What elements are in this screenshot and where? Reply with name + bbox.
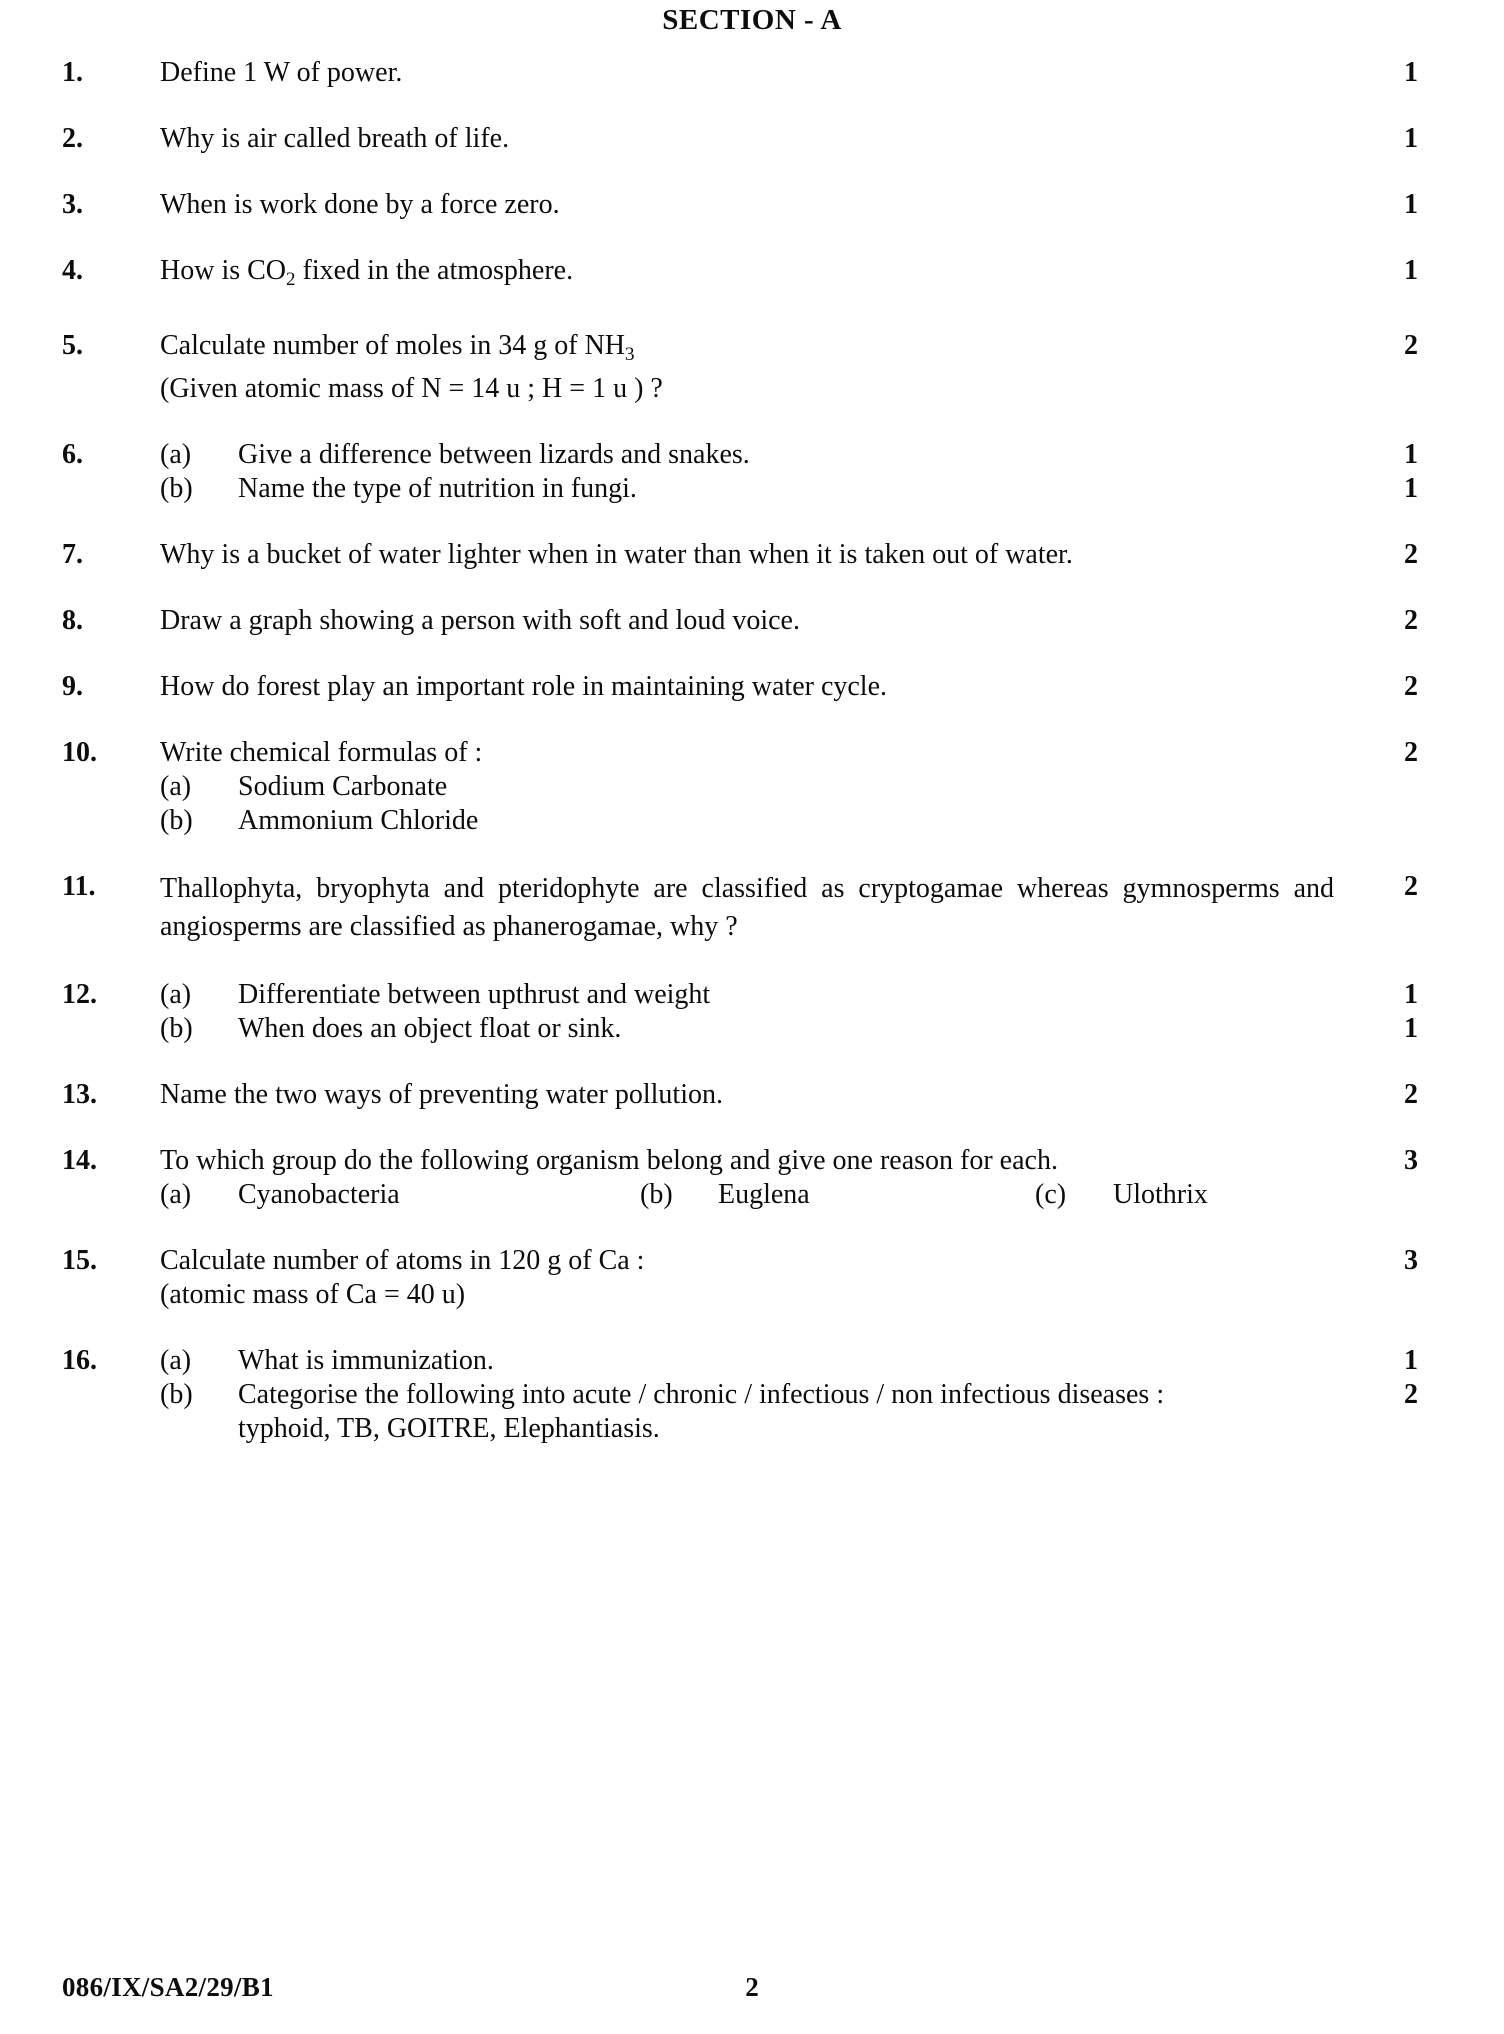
question-marks: 1 [1404, 255, 1418, 286]
question-inline-part-label: (c) [1035, 1179, 1067, 1211]
question-part-text: Name the type of nutrition in fungi. [238, 473, 637, 505]
question-inline-part-label: (b) [640, 1179, 673, 1211]
question-marks: 1 [1404, 189, 1418, 220]
question-item [0, 1078, 1504, 1112]
question-part-text: What is immunization. [238, 1345, 494, 1377]
question-text: How do forest play an important role in maintaining water cycle. [160, 671, 888, 703]
question-part-label: (b) [160, 473, 193, 505]
question-number: 6. [62, 439, 83, 471]
question-number: 10. [62, 737, 97, 769]
question-inline-part-text: Ulothrix [1113, 1179, 1208, 1211]
question-item [0, 1244, 1504, 1312]
question-item [0, 188, 1504, 222]
question-part-continuation-text: typhoid, TB, GOITRE, Elephantiasis. [238, 1413, 660, 1445]
question-marks: 3 [1404, 1145, 1418, 1177]
question-text: Define 1 W of power. [160, 57, 403, 88]
question-head-line [0, 978, 1504, 1012]
question-item [0, 538, 1504, 572]
question-number: 4. [62, 255, 83, 286]
question-part-label: (b) [160, 805, 193, 837]
question-part-label: (a) [160, 439, 192, 471]
question-continuation-text: (Given atomic mass of N = 14 u ; H = 1 u ) ? [160, 373, 663, 405]
question-part-continuation-line [0, 1412, 1504, 1446]
question-part-text: Ammonium Chloride [238, 805, 479, 837]
question-head-line [0, 254, 1504, 297]
question-part-line [0, 1378, 1504, 1412]
question-inline-part [1035, 1178, 1208, 1212]
question-number: 13. [62, 1079, 97, 1111]
question-text: Why is a bucket of water lighter when in water than when it is taken out of water. [160, 539, 1073, 571]
question-text: Write chemical formulas of : [160, 737, 483, 769]
question-marks: 2 [1404, 1079, 1418, 1111]
question-marks: 2 [1404, 1379, 1418, 1411]
question-text: When is work done by a force zero. [160, 189, 560, 220]
question-marks: 1 [1404, 979, 1418, 1011]
question-part-text: Sodium Carbonate [238, 771, 448, 803]
question-text: Calculate number of atoms in 120 g of Ca : [160, 1245, 645, 1277]
question-marks: 2 [1404, 871, 1418, 903]
question-number: 9. [62, 671, 83, 703]
question-text: To which group do the following organism belong and give one reason for each. [160, 1145, 1058, 1177]
question-number: 16. [62, 1345, 97, 1377]
question-number: 12. [62, 979, 97, 1011]
question-part-line [0, 770, 1504, 804]
question-number: 11. [62, 871, 96, 903]
question-continuation-text: (atomic mass of Ca = 40 u) [160, 1279, 466, 1311]
question-item [0, 670, 1504, 704]
question-head-line [0, 736, 1504, 770]
question-item [0, 604, 1504, 638]
question-part-label: (a) [160, 979, 192, 1011]
question-text: How is $CO_2$ fixed in the atmosphere. [160, 255, 574, 291]
question-head-line [0, 56, 1504, 90]
question-number: 15. [62, 1245, 97, 1277]
question-item [0, 122, 1504, 156]
question-marks: 1 [1404, 57, 1418, 88]
question-head-line [0, 1144, 1504, 1178]
question-part-text: Give a difference between lizards and snakes. [238, 439, 750, 471]
question-number: 1. [62, 57, 83, 88]
footer-paper-code: 086/IX/SA2/29/B1 [62, 1972, 274, 2002]
question-item [0, 438, 1504, 506]
question-number: 8. [62, 605, 83, 637]
question-marks: 2 [1404, 605, 1418, 637]
question-marks: 1 [1404, 473, 1418, 505]
question-part-label: (b) [160, 1013, 193, 1045]
question-item [0, 978, 1504, 1046]
section-header: SECTION - A [662, 4, 842, 36]
question-marks: 2 [1404, 330, 1418, 362]
question-continuation-line [0, 1278, 1504, 1312]
question-item [0, 1344, 1504, 1446]
question-inline-part-text: Cyanobacteria [238, 1179, 400, 1211]
question-item [0, 1144, 1504, 1212]
question-number: 5. [62, 330, 83, 362]
question-head-line [0, 438, 1504, 472]
question-inline-part [160, 1178, 400, 1212]
footer-page-number: 2 [745, 1972, 759, 2002]
question-number: 3. [62, 189, 83, 220]
question-item [0, 870, 1504, 946]
question-marks: 3 [1404, 1245, 1418, 1277]
question-marks: 1 [1404, 1345, 1418, 1377]
question-part-line [0, 1012, 1504, 1046]
question-part-text: Categorise the following into acute / chronic / infectious / non infectious diseases : [238, 1379, 1165, 1411]
question-part-text: Differentiate between upthrust and weight [238, 979, 711, 1011]
question-marks: 1 [1404, 123, 1418, 154]
question-continuation-line [0, 372, 1504, 406]
question-head-line [0, 670, 1504, 704]
question-head-line [0, 1244, 1504, 1278]
question-text: Name the two ways of preventing water pollution. [160, 1079, 723, 1111]
question-part-label: (a) [160, 1345, 192, 1377]
question-inline-part-text: Euglena [718, 1179, 810, 1211]
question-inline-part-label: (a) [160, 1179, 192, 1211]
question-number: 7. [62, 539, 83, 571]
question-marks: 1 [1404, 1013, 1418, 1045]
question-item [0, 56, 1504, 90]
question-marks: 2 [1404, 539, 1418, 571]
question-head-line [0, 1344, 1504, 1378]
question-head-line [0, 870, 1504, 946]
question-item [0, 254, 1504, 297]
question-part-line [0, 472, 1504, 506]
question-number: 2. [62, 123, 83, 154]
question-head-line [0, 122, 1504, 156]
question-marks: 2 [1404, 671, 1418, 703]
question-part-label: (b) [160, 1379, 193, 1411]
question-text: Thallophyta, bryophyta and pteridophyte are classified as cryptogamae whereas gymnosperms and angiosperms are classified as phanerogamae, why ? [160, 873, 1341, 943]
question-marks: 1 [1404, 439, 1418, 471]
question-text: Calculate number of moles in 34 g of $NH_3$ [160, 330, 635, 366]
question-list [0, 56, 1504, 1478]
page-footer [0, 1972, 1504, 2012]
question-part-label: (a) [160, 771, 192, 803]
question-part-text: When does an object float or sink. [238, 1013, 622, 1045]
question-part-line [0, 804, 1504, 838]
question-inline-parts [160, 1178, 1504, 1212]
question-marks: 2 [1404, 737, 1418, 769]
question-head-line [0, 604, 1504, 638]
question-head-line [0, 1078, 1504, 1112]
question-item [0, 329, 1504, 406]
question-head-line [0, 188, 1504, 222]
question-head-line [0, 329, 1504, 372]
question-head-line [0, 538, 1504, 572]
question-number: 14. [62, 1145, 97, 1177]
question-text: Why is air called breath of life. [160, 123, 510, 154]
question-inline-part [640, 1178, 810, 1212]
question-text: Draw a graph showing a person with soft and loud voice. [160, 605, 800, 637]
question-item [0, 736, 1504, 838]
